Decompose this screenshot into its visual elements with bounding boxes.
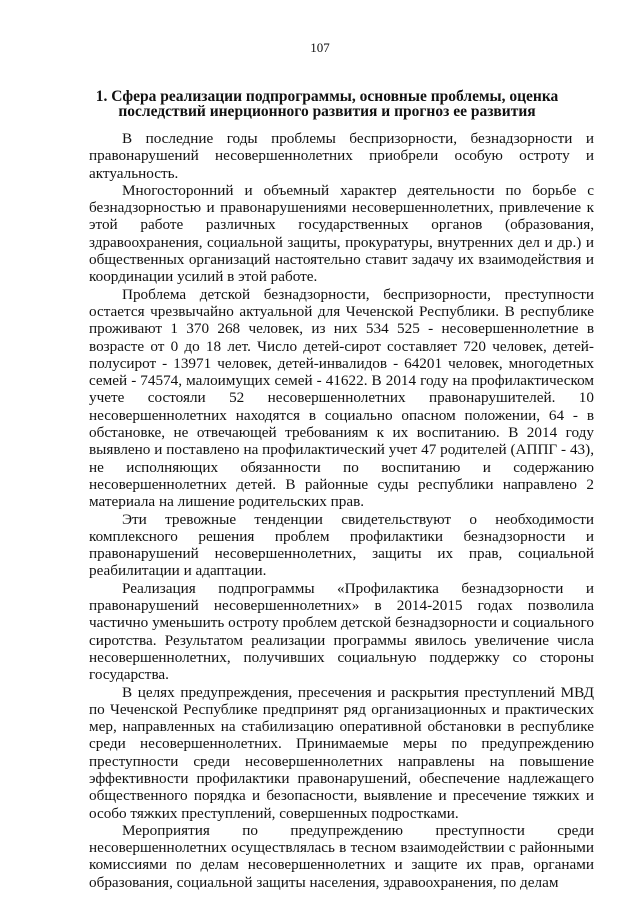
section-heading: 1. Сфера реализации подпрограммы, основные проблемы, оценка последствий инерционного развития и прогноз ее развития [95,88,559,120]
page-number: 107 [310,40,330,55]
paragraph: В последние годы проблемы беспризорности, безнадзорности и правонарушений несовершеннолетних приобрели особую остроту и актуальность. [89,130,594,182]
document-body [89,130,594,891]
paragraph: Мероприятия по предупреждению преступности среди несовершеннолетних осуществлялась в тесном взаимодействии с районными комиссиями по делам несовершеннолетних и защите их прав, органами образования, социальной защиты населения, здравоохранения, по делам [89,821,594,891]
paragraph: В целях предупреждения, пресечения и раскрытия преступлений МВД по Чеченской Республике предпринят ряд организационных и практических мер, направленных на стабилизацию оперативной обстановки в республике среди несовершеннолетних. Принимаемые меры по предупреждению преступности среди несовершеннолетних направлены на повышение эффективности профилактики правонарушений, обеспечение надлежащего общественного порядка и безопасности, выявление и пресечение тяжких и особо тяжких преступлений, совершенных подростками. [89,683,594,822]
paragraph: Многосторонний и объемный характер деятельности по борьбе с безнадзорностью и правонарушениями несовершеннолетних, привлечение к этой работе различных государственных органов (образования, здравоохранения, социальной защиты, прокуратуры, внутренних дел и др.) и общественных организаций настоятельно ставит задачу их взаимодействия и координации усилий в этой работе. [89,181,594,286]
paragraph: Проблема детской безнадзорности, беспризорности, преступности остается чрезвычайно актуальной для Чеченской Республики. В республике проживают 1 370 268 человек, из них 534 525 - несовершеннолетние в возрасте от 0 до 18 лет. Число детей-сирот составляет 720 человек, детей-полусирот - 13971 человек, детей-инвалидов - 64201 человек, многодетных семей - 74574, малоимущих семей - 41622. В 2014 году на профилактическом учете состояли 52 несовершеннолетних правонарушителей. 10 несовершеннолетних находятся в социально опасном положении, 64 - в обстановке, не отвечающей требованиям к их воспитанию. В 2014 году выявлено и поставлено на профилактический учет 47 родителей (АППГ - 43), не исполняющих обязанности по воспитанию и содержанию несовершеннолетних детей. В районные суды республики направлено 2 материала на лишение родительских прав. [89,285,594,511]
paragraph: Эти тревожные тенденции свидетельствуют о необходимости комплексного решения проблем профилактики безнадзорности и правонарушений несовершеннолетних, защиты их прав, социальной реабилитации и адаптации. [89,510,594,580]
paragraph: Реализация подпрограммы «Профилактика безнадзорности и правонарушений несовершеннолетних» в 2014-2015 годах позволила частично уменьшить остроту проблем детской безнадзорности и социального сиротства. Результатом реализации программы явилось увеличение числа несовершеннолетних, получивших социальную поддержку со стороны государства. [89,579,594,684]
